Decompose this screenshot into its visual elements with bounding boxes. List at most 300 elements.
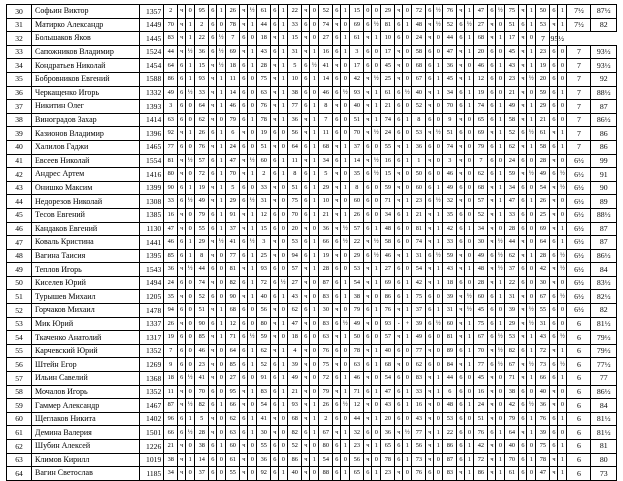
color-cell: ч: [426, 453, 434, 467]
color-cell: ч: [488, 236, 496, 250]
result-cell: ½: [372, 249, 381, 263]
color-cell: ч: [550, 453, 558, 467]
result-cell: 1: [496, 208, 505, 222]
result-cell: 1: [527, 426, 536, 440]
color-cell: ч: [302, 344, 310, 358]
opponent-cell: 66: [536, 372, 550, 386]
opponent-cell: 27: [288, 276, 302, 290]
result-cell: 1: [186, 236, 195, 250]
result-cell: 0: [310, 290, 319, 304]
opponent-cell: 40: [381, 344, 395, 358]
opponent-cell: 18: [226, 59, 240, 73]
opponent-cell: 78: [226, 18, 240, 32]
result-cell: 0: [496, 222, 505, 236]
rating-cell: 1395: [140, 249, 164, 263]
result-cell: 0: [403, 467, 412, 481]
opponent-cell: 34: [474, 222, 488, 236]
color-cell: ч: [488, 263, 496, 277]
opponent-cell: 27: [381, 263, 395, 277]
opponent-cell: 62: [505, 249, 519, 263]
opponent-cell: 57: [381, 331, 395, 345]
result-cell: 1: [341, 32, 350, 46]
color-cell: 6: [519, 154, 527, 168]
score-cell: 6: [567, 358, 591, 372]
result-cell: 1: [279, 113, 288, 127]
color-cell: 6: [395, 222, 403, 236]
color-cell: ч: [395, 331, 403, 345]
opponent-cell: 49: [412, 331, 426, 345]
result-cell: 0: [279, 236, 288, 250]
result-cell: 1: [372, 440, 381, 454]
color-cell: ч: [240, 467, 248, 481]
color-cell: 6: [550, 59, 558, 73]
result-cell: 1: [527, 453, 536, 467]
opponent-cell: 66: [319, 236, 333, 250]
result-cell: 0: [341, 195, 350, 209]
opponent-cell: 17: [505, 32, 519, 46]
result-cell: 0: [372, 5, 381, 19]
color-cell: 6: [271, 208, 279, 222]
color-cell: 6: [209, 453, 217, 467]
place-cell: 53: [7, 317, 32, 331]
result-cell: 0: [558, 276, 567, 290]
color-cell: 6: [457, 412, 465, 426]
score-cell: 6: [567, 317, 591, 331]
result-cell: 0: [558, 59, 567, 73]
result-cell: 0: [527, 154, 536, 168]
result-cell: 1: [558, 127, 567, 141]
result-cell: 1: [403, 385, 412, 399]
color-cell: ч: [271, 100, 279, 114]
opponent-cell: 57: [288, 263, 302, 277]
tiebreak-cell: 81½: [591, 426, 617, 440]
opponent-cell: 2: [164, 5, 178, 19]
opponent-cell: 46: [195, 344, 209, 358]
place-cell: 57: [7, 372, 32, 386]
color-cell: 6: [550, 426, 558, 440]
result-cell: 1: [465, 72, 474, 86]
color-cell: 6: [302, 195, 310, 209]
result-cell: 1: [403, 140, 412, 154]
result-cell: 0: [434, 140, 443, 154]
opponent-cell: 54: [257, 399, 271, 413]
color-cell: 6: [457, 453, 465, 467]
opponent-cell: 51: [505, 18, 519, 32]
result-cell: 0: [248, 372, 257, 386]
color-cell: ч: [457, 59, 465, 73]
color-cell: ч: [240, 440, 248, 454]
opponent-cell: 64: [536, 236, 550, 250]
opponent-cell: 44: [195, 263, 209, 277]
result-cell: ½: [279, 276, 288, 290]
color-cell: ч: [240, 154, 248, 168]
color-cell: 6: [178, 372, 186, 386]
result-cell: 0: [434, 467, 443, 481]
color-cell: ч: [519, 72, 527, 86]
color-cell: ч: [550, 18, 558, 32]
result-cell: 1: [496, 276, 505, 290]
color-cell: 6: [302, 208, 310, 222]
result-cell: 1: [434, 440, 443, 454]
opponent-cell: 88: [319, 467, 333, 481]
color-cell: 6: [271, 385, 279, 399]
result-cell: 0: [496, 412, 505, 426]
player-name-cell: Онишко Максим: [32, 181, 140, 195]
color-cell: ч: [209, 236, 217, 250]
player-name-cell: Турышев Михаил: [32, 290, 140, 304]
color-cell: ч: [519, 358, 527, 372]
color-cell: ч: [302, 385, 310, 399]
opponent-cell: 76: [381, 304, 395, 318]
color-cell: 6: [271, 127, 279, 141]
tiebreak-cell: 86½: [591, 113, 617, 127]
opponent-cell: 77: [412, 344, 426, 358]
result-cell: 1: [217, 154, 226, 168]
opponent-cell: 74: [412, 236, 426, 250]
color-cell: ч: [519, 59, 527, 73]
color-cell: 6: [209, 385, 217, 399]
result-cell: ½: [372, 72, 381, 86]
opponent-cell: 54: [350, 276, 364, 290]
opponent-cell: 47: [443, 45, 457, 59]
opponent-cell: 23: [505, 72, 519, 86]
color-cell: ч: [550, 385, 558, 399]
result-cell: 1: [403, 249, 412, 263]
result-cell: 0: [465, 154, 474, 168]
color-cell: ч: [364, 127, 372, 141]
color-cell: 6: [519, 467, 527, 481]
color-cell: ч: [519, 86, 527, 100]
color-cell: ч: [302, 467, 310, 481]
opponent-cell: 62: [195, 113, 209, 127]
color-cell: 6: [178, 249, 186, 263]
opponent-cell: 19: [164, 331, 178, 345]
result-cell: 0: [496, 304, 505, 318]
color-cell: ч: [333, 208, 341, 222]
color-cell: 6: [457, 100, 465, 114]
opponent-cell: 38: [505, 385, 519, 399]
color-cell: ч: [302, 358, 310, 372]
player-name-cell: Черкащенко Игорь: [32, 86, 140, 100]
color-cell: ч: [395, 181, 403, 195]
result-cell: 1: [558, 86, 567, 100]
color-cell: ч: [488, 208, 496, 222]
opponent-cell: 14: [319, 72, 333, 86]
color-cell: ч: [550, 222, 558, 236]
opponent-cell: 33: [164, 195, 178, 209]
color-cell: ч: [457, 317, 465, 331]
result-cell: 0: [248, 100, 257, 114]
opponent-cell: 49: [536, 168, 550, 182]
result-cell: 1: [403, 399, 412, 413]
opponent-cell: 19: [474, 86, 488, 100]
result-cell: 0: [527, 263, 536, 277]
opponent-cell: 90: [164, 181, 178, 195]
opponent-cell: 39: [505, 304, 519, 318]
player-name-cell: Штейн Егор: [32, 358, 140, 372]
rating-cell: 1269: [140, 358, 164, 372]
result-cell: 1: [434, 181, 443, 195]
result-cell: 0: [279, 195, 288, 209]
opponent-cell: 6: [443, 385, 457, 399]
result-cell: 0: [341, 453, 350, 467]
color-cell: ч: [178, 222, 186, 236]
color-cell: ч: [271, 412, 279, 426]
result-cell: ½: [217, 32, 226, 46]
opponent-cell: 78: [536, 453, 550, 467]
result-cell: 0: [279, 181, 288, 195]
color-cell: ч: [178, 18, 186, 32]
color-cell: ч: [333, 249, 341, 263]
table-row: [7, 453, 617, 467]
place-cell: 46: [7, 222, 32, 236]
color-cell: ч: [395, 249, 403, 263]
opponent-cell: 81: [412, 222, 426, 236]
result-cell: 1: [558, 467, 567, 481]
opponent-cell: 48: [412, 18, 426, 32]
color-cell: ч: [426, 154, 434, 168]
result-cell: 0: [248, 72, 257, 86]
color-cell: 6: [271, 5, 279, 19]
color-cell: ч: [302, 290, 310, 304]
color-cell: ч: [457, 290, 465, 304]
opponent-cell: 93: [350, 86, 364, 100]
result-cell: 1: [341, 331, 350, 345]
opponent-cell: 31: [412, 249, 426, 263]
opponent-cell: 73: [536, 358, 550, 372]
result-cell: 0: [186, 168, 195, 182]
result-cell: 1: [341, 5, 350, 19]
color-cell: 6: [302, 140, 310, 154]
tiebreak-cell: 82: [591, 304, 617, 318]
result-cell: 0: [465, 195, 474, 209]
player-name-cell: Евсеев Николай: [32, 154, 140, 168]
result-cell: 0: [403, 372, 412, 386]
color-cell: ч: [457, 113, 465, 127]
opponent-cell: 51: [443, 127, 457, 141]
color-cell: 6: [519, 385, 527, 399]
result-cell: 1: [186, 249, 195, 263]
result-cell: 0: [310, 317, 319, 331]
color-cell: ч: [271, 72, 279, 86]
opponent-cell: 42: [443, 222, 457, 236]
color-cell: 6: [395, 32, 403, 46]
opponent-cell: 45: [505, 45, 519, 59]
color-cell: 6: [178, 181, 186, 195]
opponent-cell: 40: [536, 385, 550, 399]
color-cell: ч: [302, 154, 310, 168]
color-cell: 6: [519, 181, 527, 195]
opponent-cell: 79: [350, 304, 364, 318]
opponent-cell: 16: [412, 399, 426, 413]
color-cell: ч: [426, 412, 434, 426]
rating-cell: 1357: [140, 5, 164, 19]
score-cell: 6½: [567, 195, 591, 209]
opponent-cell: 62: [505, 140, 519, 154]
opponent-cell: 91: [257, 372, 271, 386]
result-cell: 0: [372, 181, 381, 195]
player-name-cell: Большаков Яков: [32, 32, 140, 46]
color-cell: 6: [550, 86, 558, 100]
result-cell: 1: [434, 86, 443, 100]
opponent-cell: 23: [412, 195, 426, 209]
result-cell: 0: [186, 331, 195, 345]
result-cell: 1: [496, 140, 505, 154]
opponent-cell: 92: [257, 467, 271, 481]
color-cell: 6: [178, 304, 186, 318]
result-cell: 1: [279, 467, 288, 481]
result-cell: ½: [248, 331, 257, 345]
result-cell: 0: [434, 453, 443, 467]
opponent-cell: 47: [381, 385, 395, 399]
opponent-cell: 49: [505, 100, 519, 114]
color-cell: 6: [395, 412, 403, 426]
result-cell: 0: [341, 304, 350, 318]
result-cell: 1: [248, 208, 257, 222]
color-cell: ч: [333, 331, 341, 345]
color-cell: 6: [178, 236, 186, 250]
opponent-cell: 67: [505, 358, 519, 372]
player-name-cell: Мик Юрий: [32, 317, 140, 331]
opponent-cell: 75: [536, 440, 550, 454]
opponent-cell: 72: [412, 5, 426, 19]
color-cell: 6: [364, 45, 372, 59]
opponent-cell: 70: [195, 385, 209, 399]
color-cell: 6: [209, 154, 217, 168]
score-cell: 6½: [567, 236, 591, 250]
color-cell: ч: [457, 195, 465, 209]
color-cell: ч: [519, 236, 527, 250]
result-cell: 1: [527, 372, 536, 386]
result-cell: 1: [186, 32, 195, 46]
color-cell: 6: [488, 59, 496, 73]
opponent-cell: 52: [474, 208, 488, 222]
result-cell: 1: [279, 100, 288, 114]
opponent-cell: 22: [443, 426, 457, 440]
color-cell: ч: [519, 113, 527, 127]
rating-cell: 1449: [140, 18, 164, 32]
result-cell: 1: [372, 113, 381, 127]
result-cell: 0: [527, 208, 536, 222]
opponent-cell: 24: [226, 140, 240, 154]
opponent-cell: 23: [350, 440, 364, 454]
score-cell: 6½: [567, 276, 591, 290]
color-cell: ч: [333, 222, 341, 236]
color-cell: ч: [426, 222, 434, 236]
color-cell: ч: [488, 372, 496, 386]
opponent-cell: 40: [288, 467, 302, 481]
result-cell: 0: [403, 72, 412, 86]
place-cell: 41: [7, 154, 32, 168]
result-cell: 1: [217, 168, 226, 182]
result-cell: ½: [527, 127, 536, 141]
opponent-cell: 3: [164, 100, 178, 114]
opponent-cell: 19: [195, 181, 209, 195]
opponent-cell: 81: [164, 154, 178, 168]
color-cell: ч: [395, 467, 403, 481]
color-cell: 6: [333, 344, 341, 358]
result-cell: 0: [558, 399, 567, 413]
result-cell: 0: [372, 140, 381, 154]
table-row: [7, 45, 617, 59]
place-cell: 58: [7, 385, 32, 399]
color-cell: 6: [395, 86, 403, 100]
color-cell: ч: [364, 344, 372, 358]
tiebreak-cell: 77: [591, 372, 617, 386]
color-cell: 6: [550, 113, 558, 127]
result-cell: ½: [558, 249, 567, 263]
color-cell: 6: [240, 113, 248, 127]
place-cell: 30: [7, 5, 32, 19]
place-cell: 39: [7, 127, 32, 141]
opponent-cell: 37: [350, 140, 364, 154]
result-cell: 1: [465, 453, 474, 467]
color-cell: 6: [364, 59, 372, 73]
place-cell: 50: [7, 276, 32, 290]
opponent-cell: 72: [257, 276, 271, 290]
opponent-cell: 76: [412, 467, 426, 481]
result-cell: 0: [558, 426, 567, 440]
result-cell: 1: [217, 181, 226, 195]
color-cell: 6: [426, 195, 434, 209]
color-cell: 6: [333, 399, 341, 413]
player-name-cell: Сапожников Владимир: [32, 45, 140, 59]
result-cell: 0: [279, 331, 288, 345]
result-cell: ½: [527, 72, 536, 86]
color-cell: 6: [271, 276, 279, 290]
tiebreak-cell: 87: [591, 100, 617, 114]
opponent-cell: 78: [350, 344, 364, 358]
tiebreak-cell: 93½: [591, 59, 617, 73]
result-cell: 1: [310, 208, 319, 222]
tiebreak-cell: 89: [591, 195, 617, 209]
color-cell: ч: [271, 344, 279, 358]
opponent-cell: 70: [164, 18, 178, 32]
result-cell: 1: [341, 385, 350, 399]
color-cell: ч: [488, 344, 496, 358]
opponent-cell: 43: [257, 45, 271, 59]
opponent-cell: 74: [381, 113, 395, 127]
opponent-cell: 3: [443, 154, 457, 168]
opponent-cell: 34: [505, 181, 519, 195]
opponent-cell: 42: [350, 72, 364, 86]
color-cell: 6: [333, 453, 341, 467]
opponent-cell: 69: [536, 222, 550, 236]
result-cell: 0: [341, 18, 350, 32]
opponent-cell: 71: [505, 372, 519, 386]
color-cell: ч: [426, 208, 434, 222]
result-cell: 0: [217, 467, 226, 481]
color-cell: ч: [209, 344, 217, 358]
tiebreak-cell: 79½: [591, 344, 617, 358]
result-cell: 1: [372, 385, 381, 399]
opponent-cell: 8: [195, 249, 209, 263]
color-cell: 6: [488, 249, 496, 263]
table-row: [7, 181, 617, 195]
opponent-cell: 71: [226, 331, 240, 345]
opponent-cell: 39: [536, 426, 550, 440]
result-cell: 0: [527, 290, 536, 304]
player-name-cell: Никитин Олег: [32, 100, 140, 114]
place-cell: 45: [7, 208, 32, 222]
color-cell: ч: [240, 168, 248, 182]
color-cell: 6: [395, 236, 403, 250]
color-cell: 6: [302, 249, 310, 263]
result-cell: 1: [186, 453, 195, 467]
place-cell: 47: [7, 236, 32, 250]
opponent-cell: 81: [443, 331, 457, 345]
opponent-cell: 79: [226, 113, 240, 127]
